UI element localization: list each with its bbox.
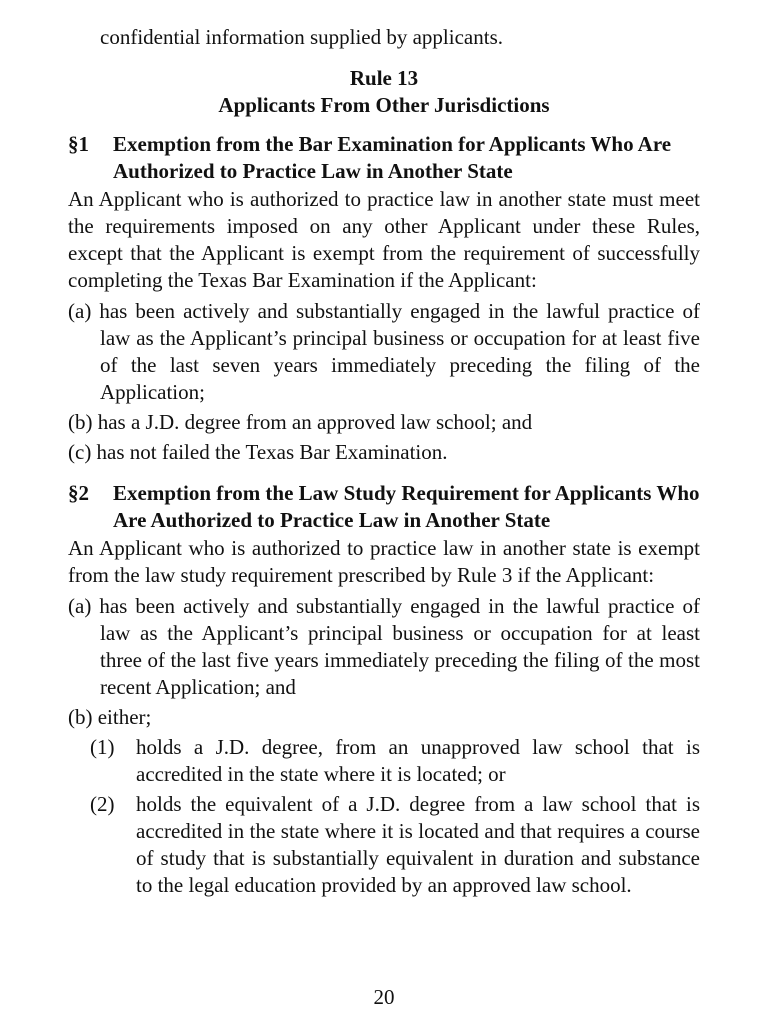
section-2-subitem-1 — [68, 734, 700, 788]
section-1-intro: An Applicant who is authorized to practice law in another state must meet the requirements imposed on any other Applicant under these Rules, except that the Applicant is exempt from the requirement of successfully completing the Texas Bar Examination if the Applicant: — [68, 187, 700, 292]
subitem-2-label: (2) — [90, 792, 115, 816]
rule-heading — [68, 65, 700, 119]
carry-over-text: confidential information supplied by applicants. — [100, 25, 503, 49]
subitem-1-text: holds a J.D. degree, from an unapproved law school that is accredited in the state where it is located; or — [136, 735, 700, 786]
section-1-item-c: (c) has not failed the Texas Bar Examination. — [68, 440, 448, 464]
rule-number: Rule 13 — [349, 66, 419, 90]
section-2-item-a: (a) has been actively and substantially engaged in the lawful practice of law as the Applicant’s principal business or occupation for at least three of the last five years immediately preceding the filing of the most recent Application; and — [68, 594, 700, 699]
section-1-number: §1 — [68, 132, 89, 156]
section-1-item-a: (a) has been actively and substantially engaged in the lawful practice of law as the Applicant’s principal business or occupation for at least five of the last seven years immediately preceding the filing of the Application; — [68, 299, 700, 404]
section-1-item-b: (b) has a J.D. degree from an approved law school; and — [68, 410, 533, 434]
document-page — [68, 24, 700, 899]
section-2-number: §2 — [68, 481, 89, 505]
rule-title: Applicants From Other Jurisdictions — [218, 93, 550, 117]
section-2-subitem-2 — [68, 791, 700, 899]
subitem-1-label: (1) — [90, 735, 115, 759]
section-1-heading — [68, 131, 700, 185]
section-2-title: Exemption from the Law Study Requirement for Applicants Who Are Authorized to Practice Law in Another State — [113, 481, 700, 532]
page-number: 20 — [373, 985, 395, 1009]
section-2-item-b: (b) either; — [68, 705, 152, 729]
section-1-title: Exemption from the Bar Examination for Applicants Who Are Authorized to Practice Law in Another State — [113, 132, 672, 183]
subitem-2-text: holds the equivalent of a J.D. degree from a law school that is accredited in the state where it is located and that requires a course of study that is substantially equivalent in duration and substance to the legal education provided by an approved law school. — [136, 792, 700, 897]
section-2-heading — [68, 480, 700, 534]
section-2-intro: An Applicant who is authorized to practice law in another state is exempt from the law study requirement prescribed by Rule 3 if the Applicant: — [68, 536, 700, 587]
